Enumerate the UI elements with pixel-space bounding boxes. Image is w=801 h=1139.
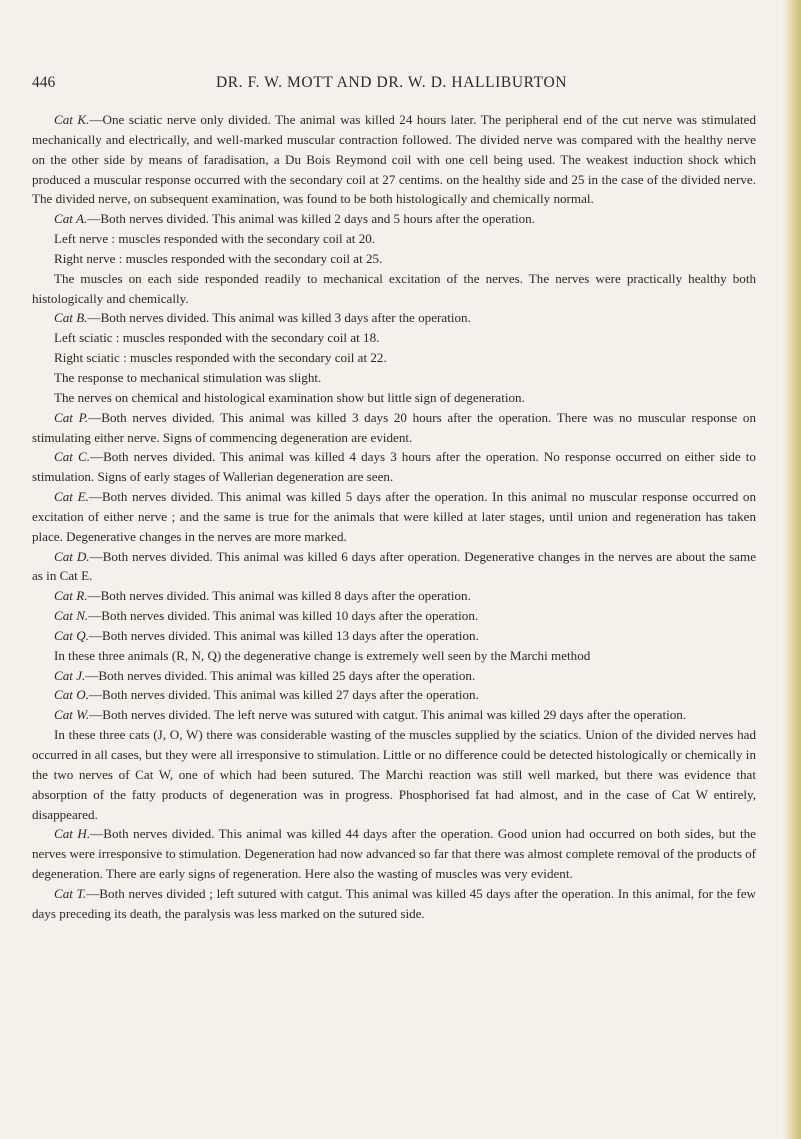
cat-label: Cat K. (54, 112, 90, 127)
paragraph-text: —Both nerves divided. This animal was killed 10 days after the operation. (88, 608, 479, 624)
cat-label: Cat D. (54, 548, 90, 564)
paragraph (32, 328, 756, 348)
paragraph (32, 487, 756, 547)
paragraph (32, 447, 756, 487)
cat-label: Cat B. (54, 310, 88, 326)
cat-label: Cat A. (54, 211, 88, 227)
paragraph-text: Right nerve : muscles responded with the secondary coil at 25. (54, 250, 383, 266)
paragraph (32, 685, 756, 705)
paragraph (32, 408, 756, 448)
paragraph-text: —Both nerves divided. This animal was killed 5 days after the operation. In this animal no muscular response occurred on excitation of either nerve ; and the same is true for the animals that were killed at later stages, until union and regeneration has taken place. Degenerative changes in the nerves are more marked. (32, 489, 757, 544)
paragraph (32, 646, 756, 666)
paragraph-text: —Both nerves divided. This animal was killed 6 days after operation. Degenerative changes in the nerves are about the same as in Cat E. (32, 548, 757, 584)
cat-label: Cat Q. (54, 627, 89, 643)
paragraph-text: —One sciatic nerve only divided. The animal was killed 24 hours later. The peripheral end of the cut nerve was stimulated mechanically and electrically, and well-marked muscular contraction followed. The divided nerve was compared with the healthy nerve on the other side by means of faradisation, a Du Bois Reymond coil with one cell being used. The weakest induction shock which produced a muscular response occurred with the secondary coil at 27 centims. on the healthy side and 25 in the case of the divided nerve. The divided nerve, on subsequent examination, was found to be both histologically and chemically normal. (32, 112, 756, 207)
paragraph (32, 388, 756, 408)
paragraph-text: —Both nerves divided. This animal was killed 13 days after the operation. (88, 627, 479, 643)
paragraph-text: The nerves on chemical and histological examination show but little sign of degeneration. (54, 389, 525, 405)
paragraph (32, 308, 756, 328)
paragraph-text: —Both nerves divided. The left nerve was sutured with catgut. This animal was killed 29 days after the operation. (89, 707, 687, 723)
paragraph (32, 269, 756, 309)
paragraph (32, 586, 756, 606)
paragraph-text: Left sciatic : muscles responded with the secondary coil at 18. (54, 330, 380, 346)
paragraph-text: The muscles on each side responded readily to mechanical excitation of the nerves. The nerves were practically healthy both histologically and chemically. (32, 270, 756, 306)
page-header (32, 74, 751, 96)
page-edge-shadow (783, 0, 801, 1139)
paragraph (32, 725, 756, 824)
paragraph-text: —Both nerves divided. This animal was killed 3 days after the operation. (87, 310, 471, 326)
running-head: DR. F. W. MOTT AND DR. W. D. HALLIBURTON (215, 74, 568, 91)
cat-label: Cat O. (54, 687, 89, 703)
paragraph (32, 824, 756, 884)
paragraph (32, 547, 756, 587)
cat-label: Cat J. (54, 667, 86, 683)
paragraph (32, 666, 756, 686)
cat-label: Cat R. (54, 588, 88, 604)
paragraph (32, 606, 756, 626)
paragraph-text: Left nerve : muscles responded with the secondary coil at 20. (54, 231, 376, 247)
paragraph-text: —Both nerves divided. This animal was killed 44 days after the operation. Good union had occurred on both sides, but the nerves were irresponsive to stimulation. Degeneration had now advanced so far that there was almost complete removal of the products of degeneration. There are early signs of regeneration. Here also the wasting of muscles was very evident. (32, 826, 756, 882)
cat-label: Cat T. (54, 885, 87, 901)
paragraph-text: In these three cats (J, O, W) there was considerable wasting of the muscles supplied by the sciatics. Union of the divided nerves had occurred in all cases, but they were all irresponsive to stimulation. Little or no difference could be detected histologically or chemically in the two nerves of Cat W, one of which had been sutured. The Marchi reaction was still well marked, but there was evidence that absorption of the fatty products of degeneration was in progress. Phosphorised fat had almost, and in the case of Cat W entirely, disappeared. (32, 727, 756, 822)
paragraph (32, 884, 756, 924)
paragraph (32, 110, 756, 209)
paragraph-text: —Both nerves divided. This animal was killed 2 days and 5 hours after the operation. (87, 211, 535, 227)
paragraph (32, 705, 756, 725)
paragraph-text: —Both nerves divided. This animal was killed 27 days after the operation. (88, 687, 479, 703)
paragraph (32, 249, 756, 269)
paragraph-text: In these three animals (R, N, Q) the degenerative change is extremely well seen by the Marchi method (54, 647, 591, 663)
paragraph (32, 626, 756, 646)
paragraph (32, 229, 756, 249)
cat-label: Cat P. (54, 409, 89, 425)
paragraph-text: —Both nerves divided ; left sutured with catgut. This animal was killed 45 days after the operation. In this animal, for the few days preceding its death, the paralysis was less marked on the sutured side. (32, 885, 756, 921)
cat-label: Cat N. (54, 608, 89, 624)
cat-label: Cat C. (54, 449, 90, 465)
cat-label: Cat E. (54, 489, 89, 505)
paragraph-text: The response to mechanical stimulation was slight. (54, 369, 322, 385)
cat-label: Cat H. (54, 826, 91, 842)
paragraph-text: —Both nerves divided. This animal was killed 8 days after the operation. (87, 588, 471, 604)
paragraph (32, 348, 756, 368)
paragraph (32, 209, 756, 229)
paragraph-text: —Both nerves divided. This animal was killed 3 days 20 hours after the operation. There was no muscular response on stimulating either nerve. Signs of commencing degeneration are evident. (32, 409, 756, 445)
paragraph-text: Right sciatic : muscles responded with the secondary coil at 22. (54, 350, 387, 366)
cat-label: Cat W. (54, 707, 90, 723)
paragraph-text: —Both nerves divided. This animal was killed 4 days 3 hours after the operation. No response occurred on either side to stimulation. Signs of early stages of Wallerian degeneration are seen. (32, 449, 756, 485)
body-text (32, 110, 756, 924)
page-number: 446 (32, 74, 56, 91)
paragraph (32, 368, 756, 388)
paragraph-text: —Both nerves divided. This animal was killed 25 days after the operation. (85, 667, 476, 683)
